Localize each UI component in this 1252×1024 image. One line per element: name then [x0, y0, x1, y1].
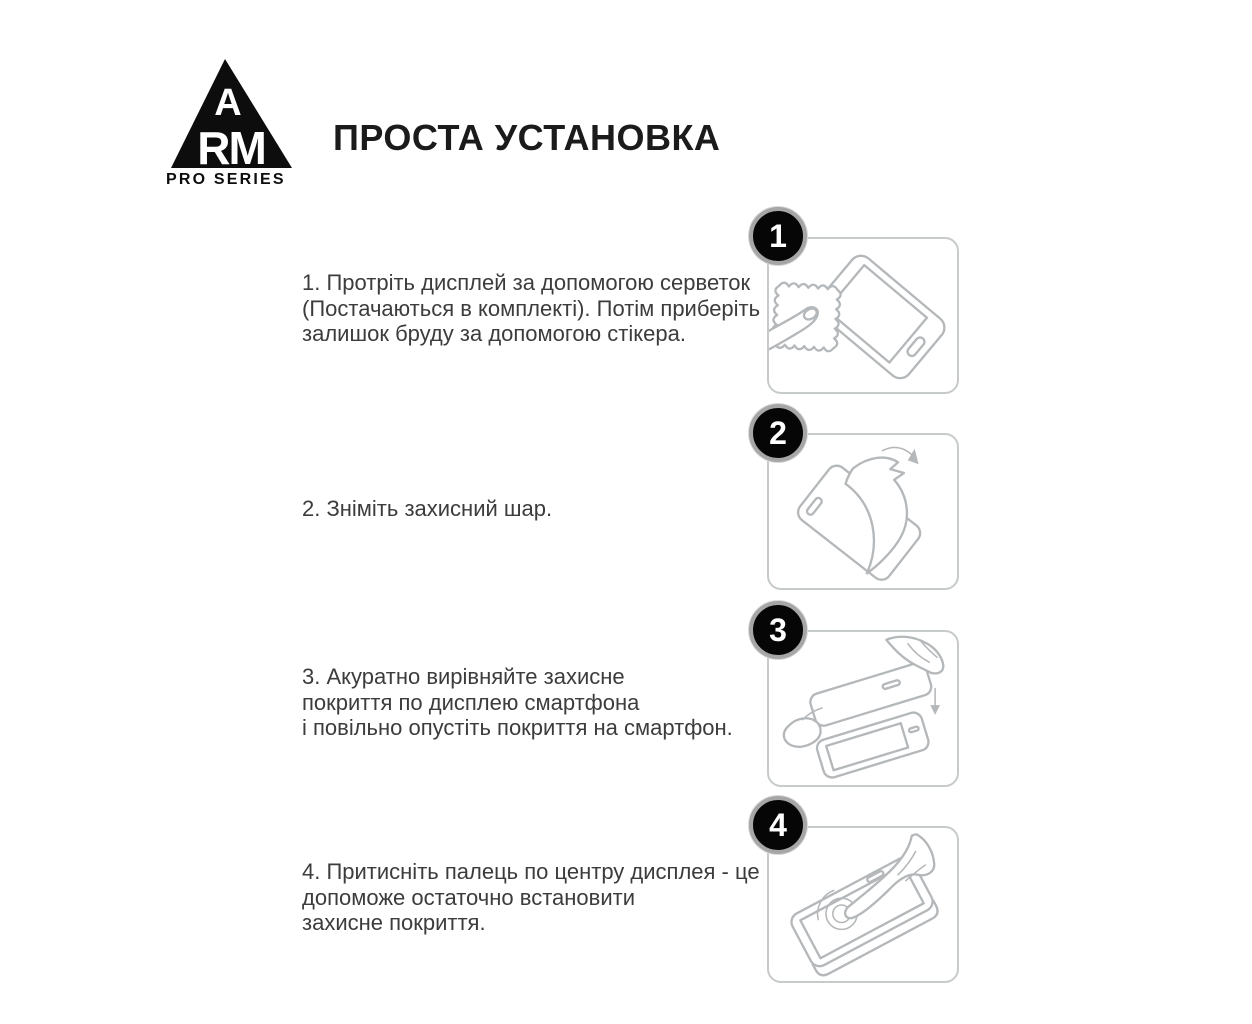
step-1-text: [302, 270, 760, 347]
step-text-line: 1. Протріть дисплей за допомогою серветок: [302, 270, 751, 295]
peeling-flap: [845, 458, 906, 574]
glass-protector: [808, 661, 933, 728]
brand-triangle-logo: [170, 58, 293, 170]
step-number: 2: [769, 414, 787, 451]
wipe-display-illustration: [769, 239, 957, 392]
step-2-text: [302, 496, 552, 522]
step-3-number-badge: [749, 601, 807, 659]
logo-letters-rm: RM: [197, 122, 265, 170]
align-glass-illustration: [769, 632, 957, 785]
arrowhead: [908, 449, 919, 465]
step-text-line: (Постачаються в комплекті). Потім приберіть: [302, 295, 761, 321]
right-hand: [886, 637, 943, 674]
step-text-line: покриття по дисплею смартфона: [302, 689, 640, 715]
logo-letter-a: A: [214, 82, 242, 124]
step-text-line: захисне покриття.: [302, 910, 486, 935]
curved-arrow: [882, 447, 911, 454]
step-number: 1: [769, 217, 787, 254]
smartphone: [815, 710, 931, 779]
page-title: ПРОСТА УСТАНОВКА: [333, 117, 721, 158]
step-3-text: [302, 664, 733, 741]
step-text-line: 2. Зніміть захисний шар.: [302, 496, 553, 521]
step-3-illustration-frame: [767, 630, 959, 787]
step-text-line: 3. Акуратно вирівняйте захисне: [302, 664, 625, 689]
step-number: 3: [769, 611, 787, 648]
step-text-line: допоможе остаточно встановити: [302, 884, 635, 910]
arrowhead: [930, 705, 940, 715]
step-number: 4: [769, 806, 787, 843]
press-center-illustration: [769, 828, 957, 981]
step-1-number-badge: [749, 207, 807, 265]
step-text-line: залишок бруду за допомогою стікера.: [302, 321, 686, 346]
left-hand: [784, 708, 822, 747]
step-text-line: 4. Притисніть палець по центру дисплея - це: [302, 859, 760, 884]
step-4-number-badge: [749, 796, 807, 854]
step-1-illustration-frame: [767, 237, 959, 394]
step-2-number-badge: [749, 404, 807, 462]
peel-layer-illustration: [769, 435, 957, 588]
step-4-text: [302, 859, 760, 936]
step-text-line: і повільно опустіть покриття на смартфон.: [302, 715, 733, 740]
logo-pro-series-label: PRO SERIES: [166, 171, 286, 188]
step-2-illustration-frame: [767, 433, 959, 590]
step-4-illustration-frame: [767, 826, 959, 983]
